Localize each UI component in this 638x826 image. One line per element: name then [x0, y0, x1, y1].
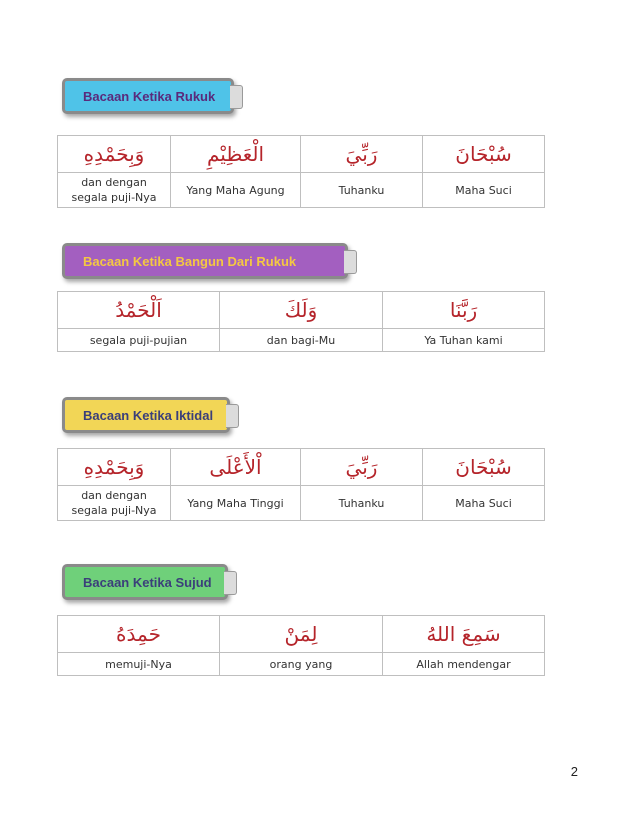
table-bangun-dari-rukuk: [57, 291, 545, 352]
arabic-cell: رَبِّيَ: [301, 449, 423, 486]
meaning-cell: segala puji-pujian: [58, 329, 220, 352]
section-title: Bacaan Ketika Bangun Dari Rukuk: [83, 253, 297, 269]
meaning-cell: dan bagi-Mu: [220, 329, 383, 352]
section-label-rukuk: [62, 78, 234, 114]
section-label-sujud: [62, 564, 228, 600]
meaning-row: [58, 486, 545, 521]
section-label-bangun-dari-rukuk: [62, 243, 348, 279]
meaning-cell: Maha Suci: [423, 173, 545, 208]
arabic-cell: اَلْحَمْدُ: [58, 292, 220, 329]
table-iktidal: [57, 448, 545, 521]
meaning-cell: Tuhanku: [301, 173, 423, 208]
arabic-row: [58, 616, 545, 653]
table-sujud: [57, 615, 545, 676]
meaning-cell: Allah mendengar: [383, 653, 545, 676]
meaning-cell: Tuhanku: [301, 486, 423, 521]
arabic-cell: وَبِحَمْدِهِ: [58, 449, 171, 486]
arabic-cell: لِمَنْ: [220, 616, 383, 653]
arabic-cell: سُبْحَانَ: [423, 136, 545, 173]
page-number: 2: [570, 764, 578, 779]
meaning-cell: Ya Tuhan kami: [383, 329, 545, 352]
arabic-cell: حَمِدَهُ: [58, 616, 220, 653]
arabic-row: [58, 136, 545, 173]
table-rukuk: [57, 135, 545, 208]
arabic-cell: سُبْحَانَ: [423, 449, 545, 486]
meaning-cell: Maha Suci: [423, 486, 545, 521]
meaning-cell: Yang Maha Tinggi: [171, 486, 301, 521]
section-title: Bacaan Ketika Iktidal: [83, 407, 214, 423]
meaning-cell: orang yang: [220, 653, 383, 676]
arabic-cell: اْلأَعْلَى: [171, 449, 301, 486]
arabic-cell: رَبَّنَا: [383, 292, 545, 329]
meaning-cell: dan dengan segala puji-Nya: [58, 486, 171, 521]
meaning-cell: dan dengan segala puji-Nya: [58, 173, 171, 208]
meaning-row: [58, 329, 545, 352]
arabic-cell: وَلَكَ: [220, 292, 383, 329]
meaning-row: [58, 653, 545, 676]
meaning-cell: memuji-Nya: [58, 653, 220, 676]
arabic-cell: الْعَظِيْمِ: [171, 136, 301, 173]
section-label-iktidal: [62, 397, 230, 433]
meaning-cell: Yang Maha Agung: [171, 173, 301, 208]
section-title: Bacaan Ketika Rukuk: [83, 88, 216, 104]
arabic-row: [58, 449, 545, 486]
section-title: Bacaan Ketika Sujud: [83, 574, 212, 590]
arabic-row: [58, 292, 545, 329]
arabic-cell: سَمِعَ اللهُ: [383, 616, 545, 653]
arabic-cell: وَبِحَمْدِهِ: [58, 136, 171, 173]
meaning-row: [58, 173, 545, 208]
arabic-cell: رَبِّيَ: [301, 136, 423, 173]
